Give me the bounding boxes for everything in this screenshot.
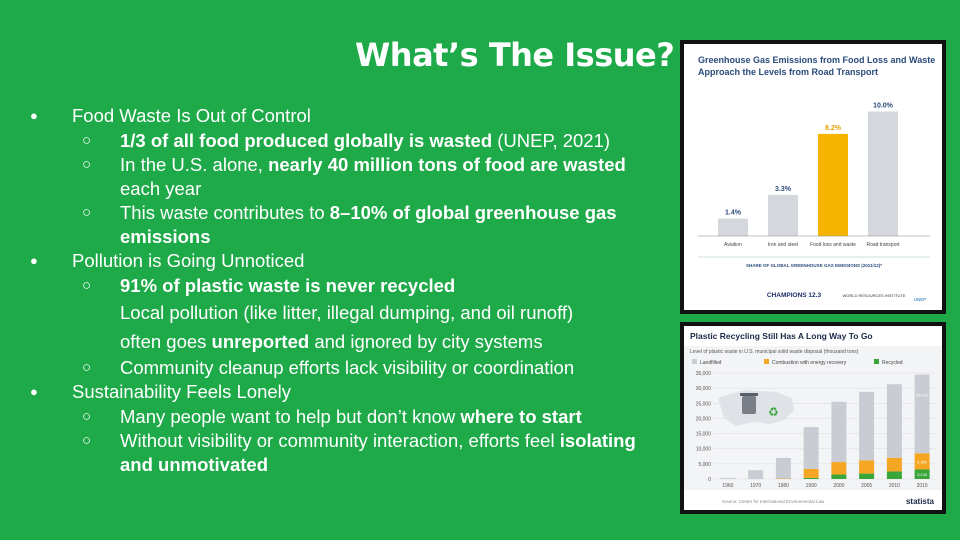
statista-logo: statista xyxy=(905,497,934,506)
category-label: Road transport xyxy=(866,242,900,248)
bar-value-label: 26,010 xyxy=(916,392,929,398)
source-note: Source: Center for International Environmental Law xyxy=(722,499,825,504)
x-tick-label: 2010 xyxy=(888,483,900,489)
y-tick-label: 15,000 xyxy=(695,431,711,438)
bullet-text: Pollution is Going Unnoticed xyxy=(72,250,305,271)
data-label: 10.0% xyxy=(873,102,893,110)
sub-bullet xyxy=(30,356,670,380)
bold-text: isolating and unmotivated xyxy=(120,430,636,475)
legend-label: Recycled xyxy=(882,360,903,366)
x-axis-label: SHARE OF GLOBAL GREENHOUSE GAS EMISSIONS (2011/12)* xyxy=(746,263,882,268)
chart-title: Greenhouse Gas Emissions from Food Loss and Waste Approach the Levels from Road Transport xyxy=(698,55,936,77)
y-tick-label: 5,000 xyxy=(698,461,711,468)
x-tick-label: 2015 xyxy=(916,483,928,489)
logo-wri: WORLD RESOURCES INSTITUTE xyxy=(842,293,906,298)
bar-1980-landfilled xyxy=(776,458,791,479)
data-label: 8.2% xyxy=(825,124,841,132)
bar-1990-recycled xyxy=(804,478,819,479)
x-tick-label: 2000 xyxy=(833,483,845,489)
bar-1990-landfilled xyxy=(804,427,819,469)
text: Without visibility or community interaction, efforts feel xyxy=(120,430,560,451)
bar-2010-landfilled xyxy=(887,384,902,458)
bar-2000-combustion-with-energy-recovery xyxy=(831,462,846,474)
plastic-bar-chart xyxy=(684,326,942,510)
x-tick-label: 1960 xyxy=(722,483,734,489)
bullet-list xyxy=(30,104,670,477)
y-tick-label: 35,000 xyxy=(695,371,711,377)
sub-bullet xyxy=(30,429,670,477)
trash-bin-icon xyxy=(742,396,756,414)
text: and ignored by city systems xyxy=(309,331,543,352)
y-tick-label: 20,000 xyxy=(695,416,711,423)
bold-text: 91% of plastic waste is never recycled xyxy=(120,275,456,296)
bullet-text: Food Waste Is Out of Control xyxy=(72,105,311,126)
x-tick-label: 1970 xyxy=(750,483,762,489)
bar-2005-combustion-with-energy-recovery xyxy=(859,460,874,473)
x-tick-label: 1980 xyxy=(777,483,789,489)
category-label: Food loss and waste xyxy=(810,242,856,248)
logo-unep: UNEP xyxy=(913,297,927,302)
bar-road-transport xyxy=(868,111,898,236)
category-label: Iron and steel xyxy=(767,242,799,248)
sub-bullet xyxy=(30,405,670,429)
bold-text: 1/3 of all food produced globally is wasted xyxy=(120,130,493,151)
bullet-pollution xyxy=(30,249,670,273)
x-tick-label: 1990 xyxy=(805,483,817,489)
y-tick-label: 0 xyxy=(708,477,711,483)
logo-champions: CHAMPIONS 12.3 xyxy=(766,292,822,299)
bold-text: nearly 40 million tons of food are wasted xyxy=(268,154,626,175)
sub-bullet xyxy=(30,274,670,298)
legend-label: Combustion with energy recovery xyxy=(772,360,847,366)
legend-swatch xyxy=(764,359,769,364)
bar-iron-and-steel xyxy=(768,195,798,236)
bar-aviation xyxy=(718,219,748,236)
bar-2000-recycled xyxy=(831,475,846,479)
trash-bin-lid xyxy=(740,393,758,396)
y-tick-label: 25,000 xyxy=(695,401,711,408)
data-label: 1.4% xyxy=(725,209,741,217)
data-label: 3.3% xyxy=(775,185,791,193)
category-label: Aviation xyxy=(724,242,742,248)
bold-text: unreported xyxy=(211,331,310,352)
bar-1960-landfilled xyxy=(720,478,735,479)
bar-2010-recycled xyxy=(887,471,902,479)
text: This waste contributes to xyxy=(120,202,330,223)
chart-subtitle: Level of plastic waste in U.S. municipal solid waste disposal (thousand tons) xyxy=(690,349,859,355)
y-tick-label: 10,000 xyxy=(695,446,711,453)
chart-title: Plastic Recycling Still Has A Long Way To Go xyxy=(690,331,873,341)
text: often goes xyxy=(120,331,212,352)
recycle-icon: ♻ xyxy=(768,405,779,419)
text: each year xyxy=(120,178,202,199)
bold-text: where to start xyxy=(460,406,582,427)
text: Local pollution (like litter, illegal dumping, and oil runoff) xyxy=(120,302,574,323)
x-tick-label: 2005 xyxy=(861,483,873,489)
legend-label: Landfilled xyxy=(700,360,722,366)
bar-food-loss-and-waste xyxy=(818,134,848,236)
bar-2005-landfilled xyxy=(859,392,874,460)
bullet-food-waste xyxy=(30,104,670,128)
bar-2000-landfilled xyxy=(831,402,846,462)
bar-2015-landfilled xyxy=(915,375,930,454)
text: In the U.S. alone, xyxy=(120,154,269,175)
ghg-bar-chart xyxy=(684,44,942,310)
bar-2010-combustion-with-energy-recovery xyxy=(887,458,902,472)
bullet-text: Sustainability Feels Lonely xyxy=(72,381,292,402)
paragraph xyxy=(30,327,670,356)
paragraph xyxy=(30,298,670,327)
bullet-sustainability xyxy=(30,380,670,404)
y-tick-label: 30,000 xyxy=(695,386,711,393)
sub-bullet xyxy=(30,201,670,249)
bar-value-label: 5,350 xyxy=(917,459,928,465)
legend-swatch xyxy=(874,359,879,364)
slide-title: What’s The Issue? xyxy=(355,36,675,74)
text: Community cleanup efforts lack visibility or coordination xyxy=(120,357,575,378)
bar-1990-combustion-with-energy-recovery xyxy=(804,469,819,478)
bold-text: 8–10% of global greenhouse gas emissions xyxy=(120,202,617,247)
bar-value-label: 3,140 xyxy=(917,472,928,478)
text: (UNEP, 2021) xyxy=(492,130,611,151)
plastic-chart-image xyxy=(680,322,946,514)
ghg-chart-image xyxy=(680,40,946,314)
bar-2005-recycled xyxy=(859,474,874,479)
text: Many people want to help but don’t know xyxy=(120,406,461,427)
sub-bullet xyxy=(30,153,670,201)
sub-bullet xyxy=(30,129,670,153)
bar-1970-landfilled xyxy=(748,470,763,479)
legend-swatch xyxy=(692,359,697,364)
